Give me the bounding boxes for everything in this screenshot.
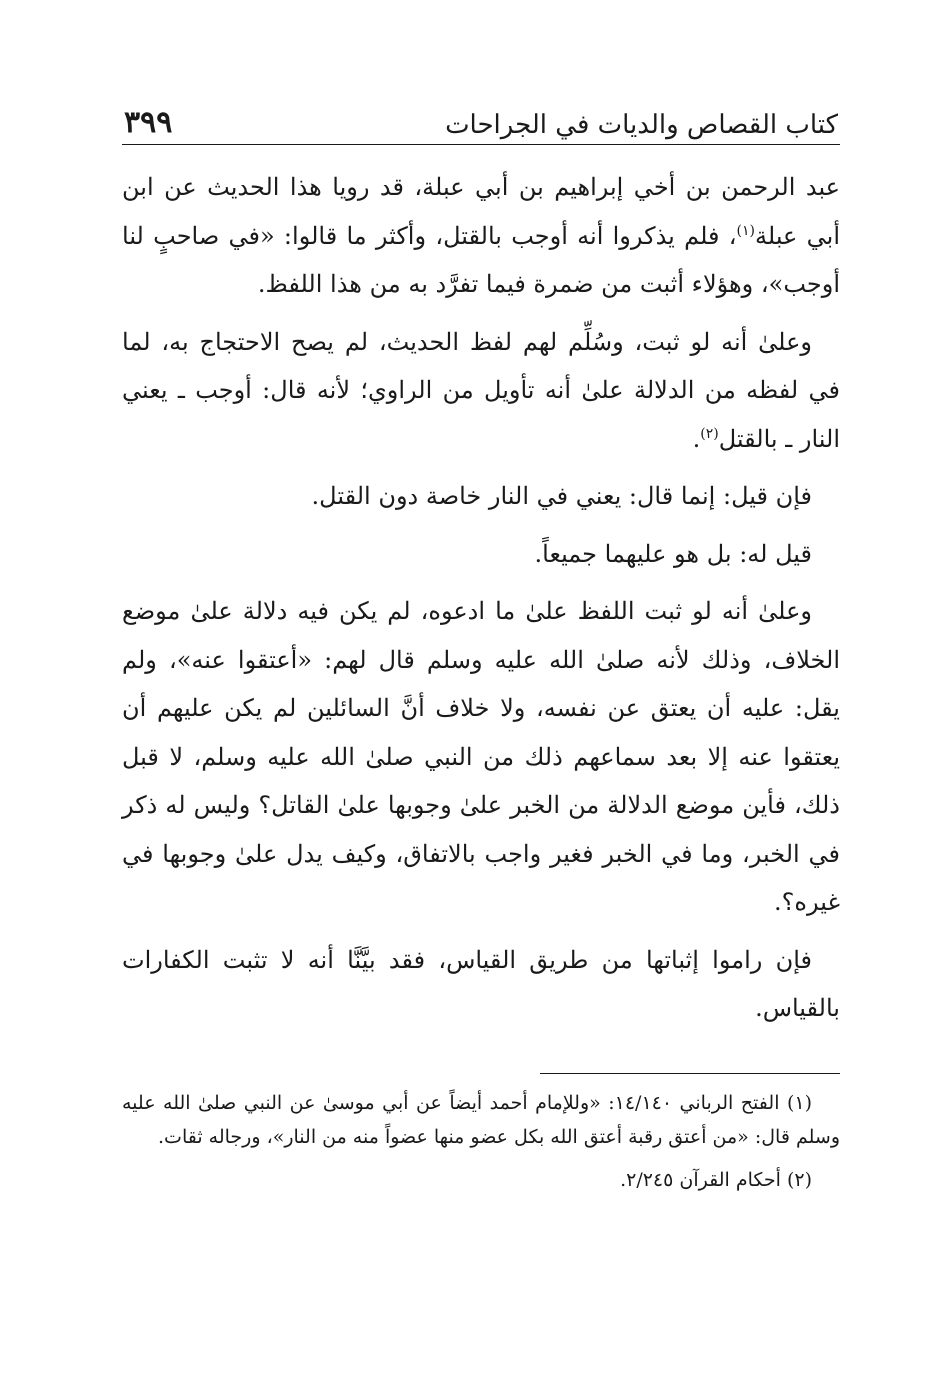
paragraph-text: عبد الرحمن بن أخي إبراهيم بن أبي عبلة، قد رويا هذا الحديث عن ابن أبي عبلة xyxy=(122,173,840,250)
footnote-divider xyxy=(540,1073,840,1074)
paragraph xyxy=(122,318,840,464)
footnote-reference[interactable]: (٢) xyxy=(700,425,719,442)
footnote: (٢) أحكام القرآن ٢/٢٤٥. xyxy=(620,1168,812,1191)
main-text xyxy=(122,163,840,1033)
paragraph: فإن راموا إثباتها من طريق القياس، فقد بيَّنَّا أنه لا تثبت الكفارات بالقياس. xyxy=(122,945,840,1022)
footnote: (١) الفتح الرباني ١٤/١٤٠: «وللإمام أحمد أيضاً عن أبي موسىٰ عن النبي صلىٰ الله عليه وسلم قال: «من أعتق رقبة أعتق الله بكل عضو منها عضواً منه من النار»، ورجاله ثقات. xyxy=(122,1091,840,1148)
chapter-title: كتاب القصاص والديات في الجراحات xyxy=(445,110,838,140)
paragraph-text: وعلىٰ أنه لو ثبت، وسُلِّم لهم لفظ الحديث، لم يصح الاحتجاج به، لما في لفظه من الدلالة علىٰ أنه تأويل من الراوي؛ لأنه قال: أوجب ـ يعني النار ـ بالقتل xyxy=(122,327,840,453)
footnote-reference[interactable]: (١) xyxy=(736,222,755,239)
page-number: ٣٩٩ xyxy=(124,105,173,140)
paragraph xyxy=(122,163,840,309)
running-header xyxy=(122,86,840,145)
footnotes xyxy=(122,1086,840,1198)
paragraph-text: ، فلم يذكروا أنه أوجب بالقتل، وأكثر ما قالوا: «في صاحبٍ لنا أوجب»، وهؤلاء أثبت من ضمرة فيما تفرَّد به من هذا اللفظ. xyxy=(122,221,840,298)
paragraph: وعلىٰ أنه لو ثبت اللفظ علىٰ ما ادعوه، لم يكن فيه دلالة علىٰ موضع الخلاف، وذلك لأنه صلىٰ الله عليه وسلم قال لهم: «أعتقوا عنه»، ولم يقل: عليه أن يعتق عن نفسه، ولا خلاف أنَّ السائلين لم يكن عليهم أن يعتقوا عنه إلا بعد سماعهم ذلك من النبي صلىٰ الله عليه وسلم، لا قبل ذلك، فأين موضع الدلالة من الخبر علىٰ وجوبها علىٰ القاتل؟ وليس له ذكر في الخبر، وما في الخبر فغير واجب بالاتفاق، وكيف يدل علىٰ وجوبها في غيره؟. xyxy=(122,597,840,916)
paragraph: قيل له: بل هو عليهما جميعاً. xyxy=(534,539,812,568)
book-page xyxy=(122,86,840,1205)
paragraph-text: . xyxy=(692,424,701,453)
paragraph: فإن قيل: إنما قال: يعني في النار خاصة دون القتل. xyxy=(311,482,812,510)
